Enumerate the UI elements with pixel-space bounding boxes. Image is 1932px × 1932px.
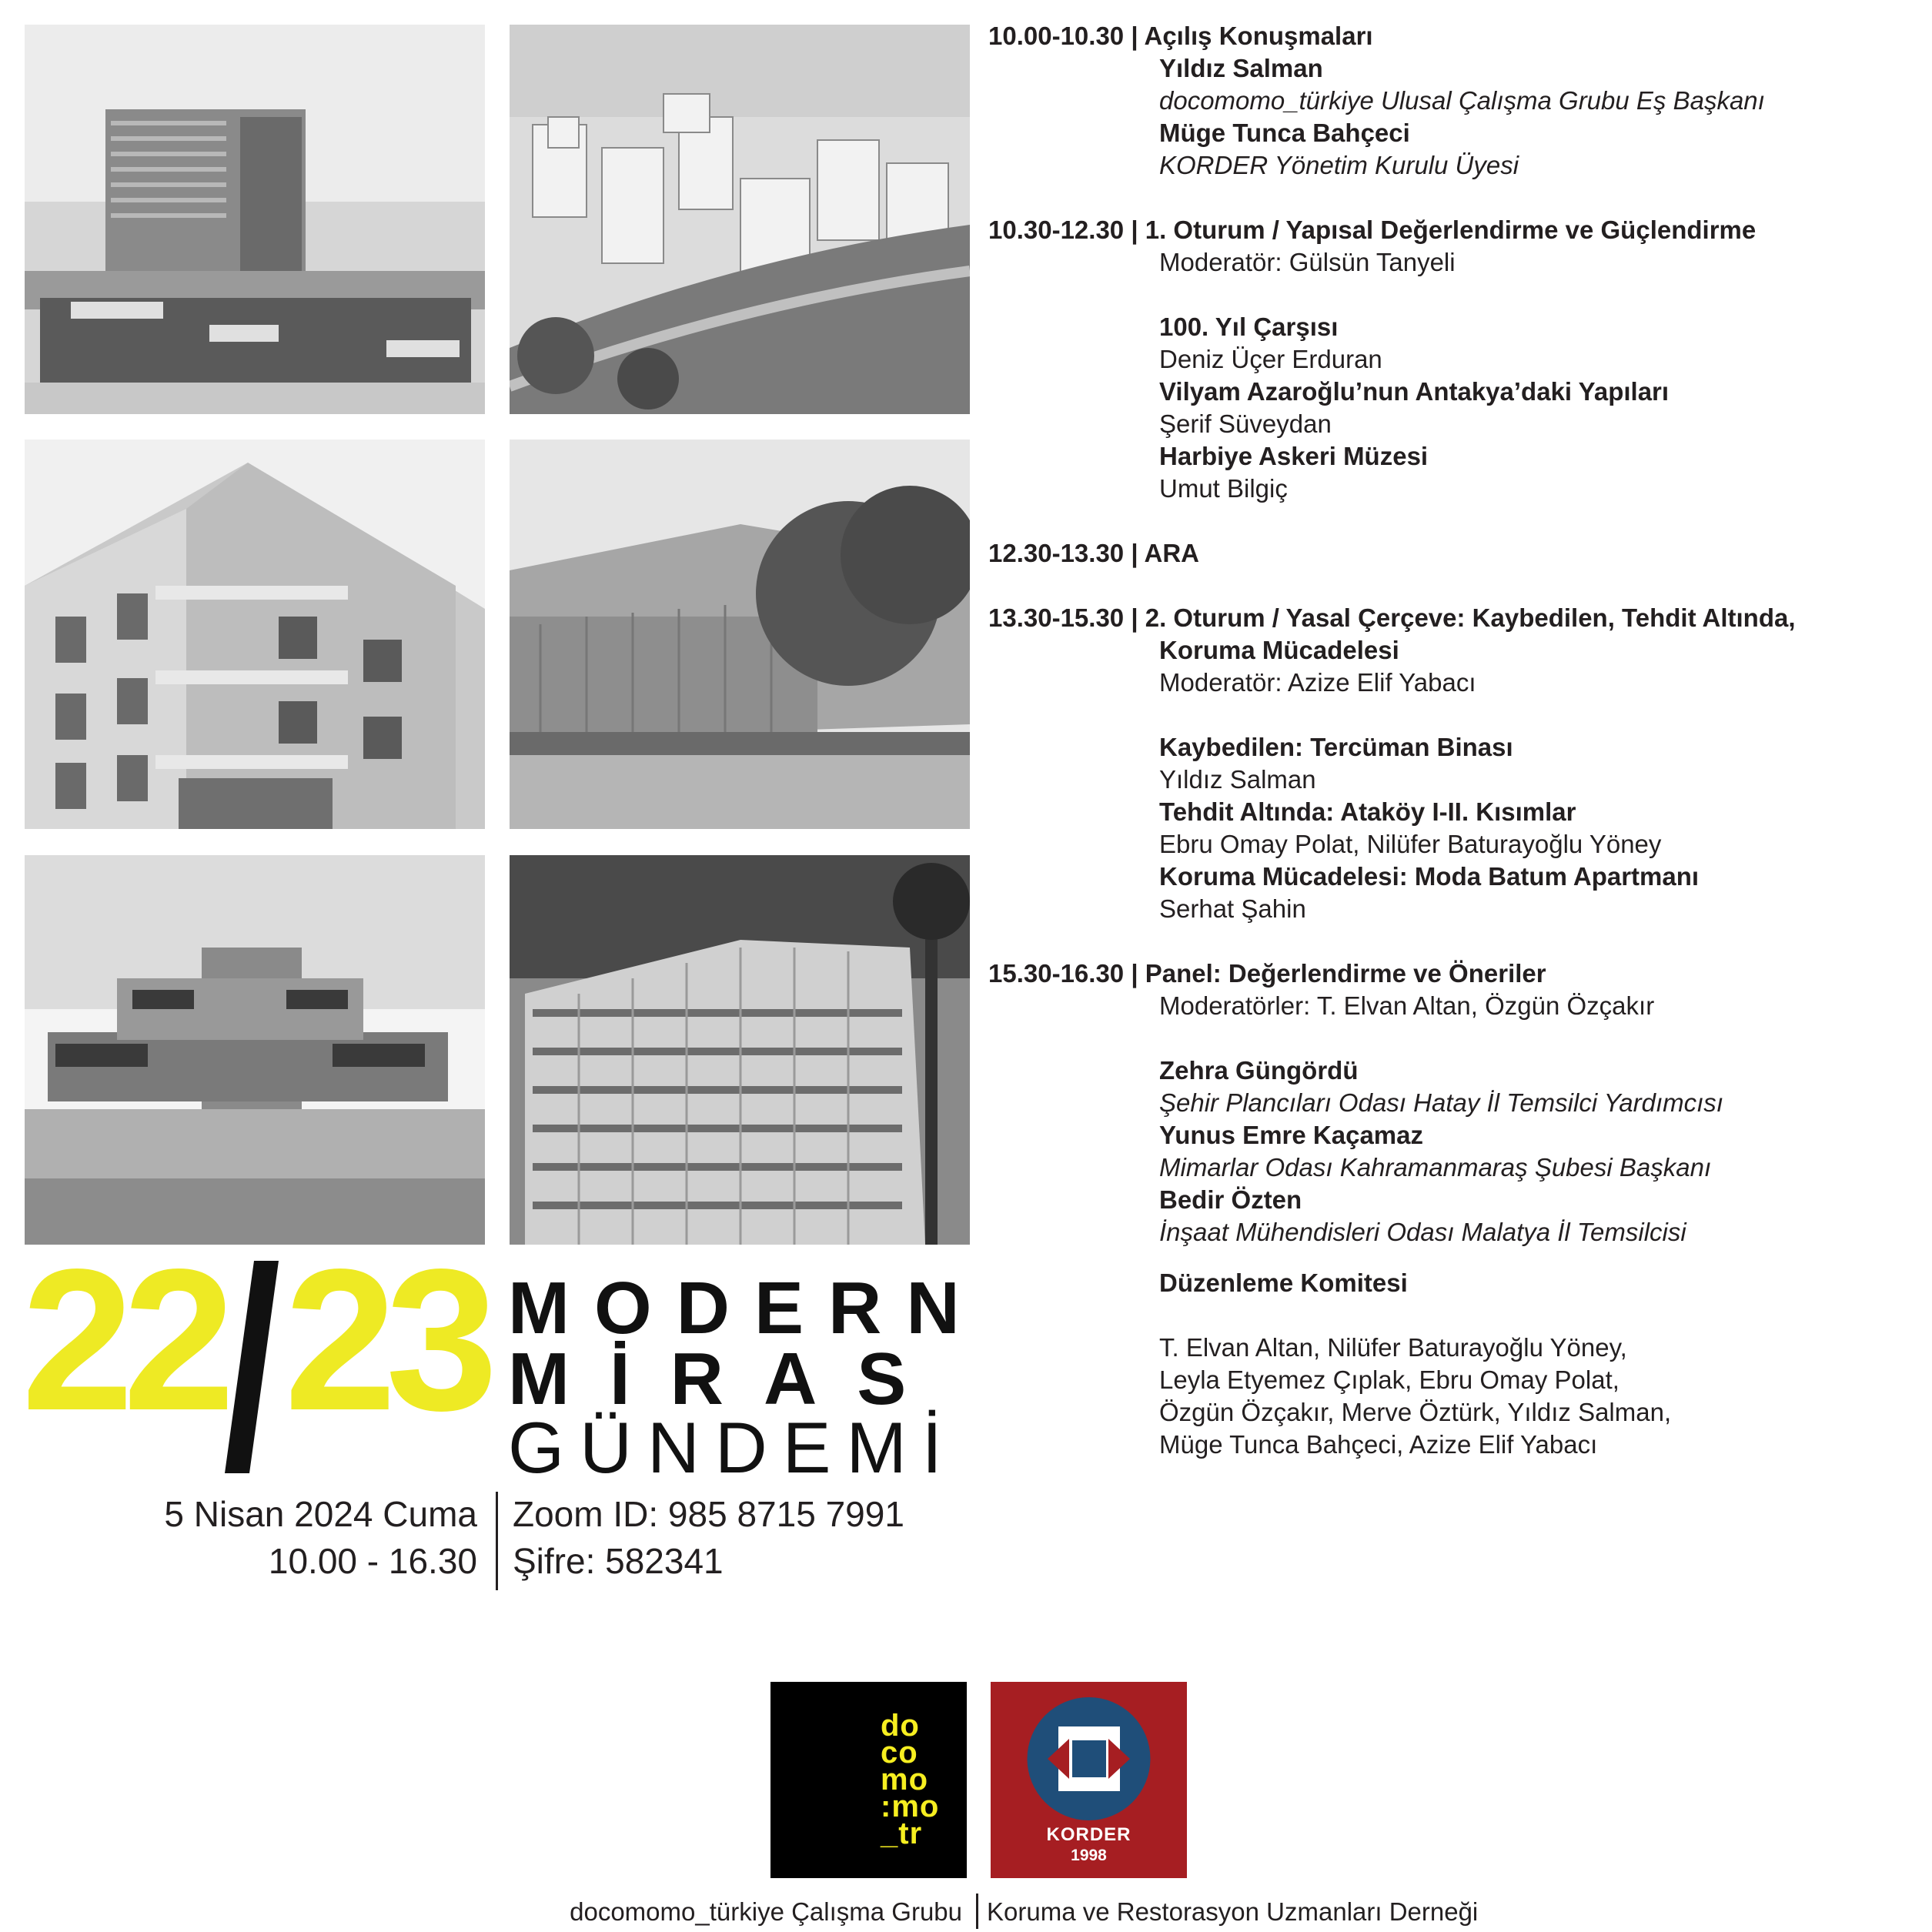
photo-100-yil-carsisi (25, 25, 485, 414)
committee-line: T. Elvan Altan, Nilüfer Baturayoğlu Yöney, (1159, 1333, 1627, 1362)
title-line-modern: MODERN (508, 1267, 984, 1349)
photo-harbiye-museum (510, 440, 970, 829)
speaker-role: docomomo_türkiye Ulusal Çalışma Grubu Eş Başkanı (1159, 86, 1765, 115)
event-date: 5 Nisan 2024 Cuma (164, 1494, 477, 1534)
talk-title: Koruma Mücadelesi: Moda Batum Apartmanı (1159, 862, 1700, 891)
talk-title: Kaybedilen: Tercüman Binası (1159, 733, 1513, 761)
session2-heading-cont: Koruma Mücadelesi (1159, 636, 1399, 664)
docomomo-logo (770, 1682, 967, 1878)
talk-speaker: Serhat Şahin (1159, 894, 1306, 923)
docomomo-logo-text: do co mo :mo _tr (881, 1709, 940, 1850)
talk-title: 100. Yıl Çarşısı (1159, 313, 1339, 341)
korder-logo-name: KORDER (1046, 1824, 1131, 1845)
panel-heading: 15.30-16.30 | Panel: Değerlendirme ve Öneriler (988, 959, 1546, 988)
talk-speaker: Yıldız Salman (1159, 765, 1316, 794)
talk-title: Tehdit Altında: Ataköy I-II. Kısımlar (1159, 797, 1576, 826)
footer-korder: Koruma ve Restorasyon Uzmanları Derneği (987, 1897, 1479, 1926)
speaker-name: Müge Tunca Bahçeci (1159, 119, 1410, 147)
talk-speaker: Umut Bilgiç (1159, 474, 1288, 503)
session2-heading: 13.30-15.30 | 2. Oturum / Yasal Çerçeve: Kaybedilen, Tehdit Altında, (988, 603, 1796, 632)
talk-speaker: Şerif Süveydan (1159, 409, 1332, 438)
photo-brutalist-building (25, 855, 485, 1245)
panelist-name: Zehra Güngördü (1159, 1056, 1359, 1085)
speaker-name: Yıldız Salman (1159, 54, 1323, 82)
panelist-role: Mimarlar Odası Kahramanmaraş Şubesi Başkanı (1159, 1153, 1712, 1182)
info-divider (496, 1492, 498, 1590)
korder-logo-year: 1998 (1071, 1847, 1107, 1864)
panelist-role: İnşaat Mühendisleri Odası Malatya İl Temsilcisi (1159, 1218, 1686, 1246)
panel-moderators: Moderatörler: T. Elvan Altan, Özgün Özçakır (1159, 991, 1655, 1020)
title-slash (225, 1261, 279, 1473)
korder-emblem-icon (991, 1682, 1187, 1824)
talk-speaker: Ebru Omay Polat, Nilüfer Baturayoğlu Yöney (1159, 830, 1662, 858)
event-time: 10.00 - 16.30 (268, 1541, 477, 1581)
photo-atakoy-housing (510, 25, 970, 414)
talk-title: Harbiye Askeri Müzesi (1159, 442, 1429, 470)
footer-docomomo: docomomo_türkiye Çalışma Grubu (570, 1897, 962, 1926)
talk-speaker: Deniz Üçer Erduran (1159, 345, 1382, 373)
photo-antakya-apartment (25, 440, 485, 829)
zoom-password: Şifre: 582341 (513, 1541, 724, 1581)
session1-moderator: Moderatör: Gülsün Tanyeli (1159, 248, 1456, 276)
zoom-id: Zoom ID: 985 8715 7991 (513, 1494, 904, 1534)
break-heading: 12.30-13.30 | ARA (988, 539, 1199, 567)
panelist-name: Yunus Emre Kaçamaz (1159, 1121, 1423, 1149)
speaker-role: KORDER Yönetim Kurulu Üyesi (1159, 151, 1519, 179)
korder-logo (991, 1682, 1187, 1878)
committee-line: Müge Tunca Bahçeci, Azize Elif Yabacı (1159, 1430, 1598, 1459)
session2-moderator: Moderatör: Azize Elif Yabacı (1159, 668, 1476, 697)
session1-heading: 10.30-12.30 | 1. Oturum / Yapısal Değerlendirme ve Güçlendirme (988, 216, 1757, 244)
title-number-right: 23 (284, 1227, 487, 1452)
title-number-left: 22 (22, 1227, 225, 1452)
panelist-name: Bedir Özten (1159, 1185, 1302, 1214)
title-line-gundemi: GÜNDEMİ (508, 1407, 958, 1488)
committee-line: Leyla Etyemez Çıplak, Ebru Omay Polat, (1159, 1365, 1619, 1394)
panelist-role: Şehir Plancıları Odası Hatay İl Temsilci Yardımcısı (1159, 1088, 1723, 1117)
photo-moda-batum-apartment (510, 855, 970, 1245)
committee-line: Özgün Özçakır, Merve Öztürk, Yıldız Salman, (1159, 1398, 1672, 1426)
opening-heading: 10.00-10.30 | Açılış Konuşmaları (988, 22, 1373, 50)
talk-title: Vilyam Azaroğlu’nun Antakya’daki Yapıları (1159, 377, 1670, 406)
title-line-miras: MİRAS (508, 1338, 947, 1420)
footer-divider (976, 1894, 978, 1929)
committee-heading: Düzenleme Komitesi (1159, 1269, 1408, 1297)
